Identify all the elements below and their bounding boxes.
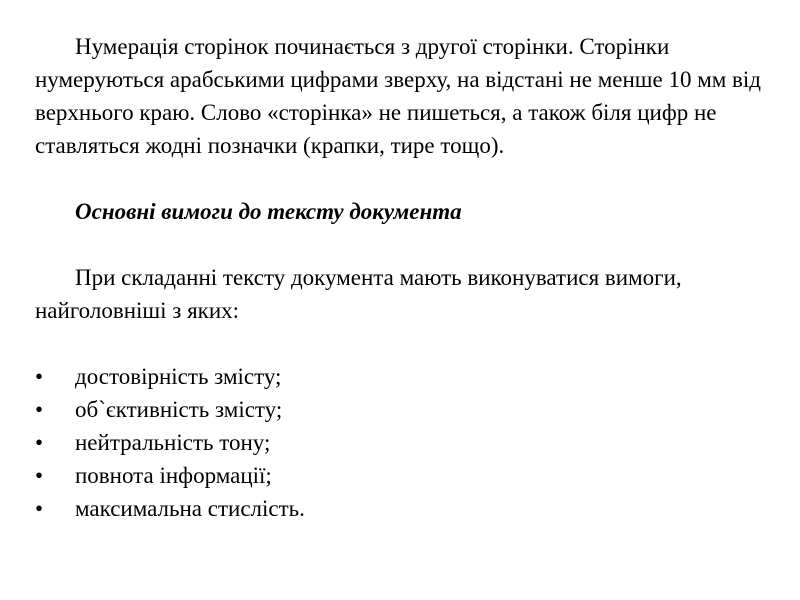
- section-heading: Основні вимоги до тексту документа: [75, 199, 462, 224]
- spacer: [35, 327, 775, 360]
- list-item-text: максимальна стислість.: [75, 496, 305, 521]
- bullet-icon: •: [35, 430, 44, 455]
- bullet-icon: •: [35, 496, 44, 521]
- spacer: [35, 162, 775, 195]
- requirements-intro-paragraph: При складанні тексту документа мають виконуватися вимоги, найголовніші з яких:: [35, 265, 682, 323]
- list-item: [35, 492, 775, 525]
- page-numbering-paragraph: Нумерація сторінок починається з другої сторінки. Сторінки нумеруються арабськими цифрами зверху, на відстані не менше 10 мм від верхнього краю. Слово «сторінка» не пишеться, а також біля цифр не ставляться жодні позначки (крапки, тире тощо).: [35, 34, 762, 158]
- list-item: [35, 459, 775, 492]
- bullet-icon: •: [35, 463, 44, 488]
- spacer: [35, 228, 775, 261]
- list-item: [35, 426, 775, 459]
- requirements-list: [35, 360, 775, 525]
- bullet-icon: •: [35, 364, 44, 389]
- list-item: [35, 393, 775, 426]
- bullet-icon: •: [35, 397, 44, 422]
- list-item-text: нейтральність тону;: [75, 430, 271, 455]
- list-item-text: об`єктивність змісту;: [75, 397, 283, 422]
- list-item: [35, 360, 775, 393]
- list-item-text: повнота інформації;: [75, 463, 272, 488]
- document-slide: [35, 30, 775, 525]
- list-item-text: достовірність змісту;: [75, 364, 282, 389]
